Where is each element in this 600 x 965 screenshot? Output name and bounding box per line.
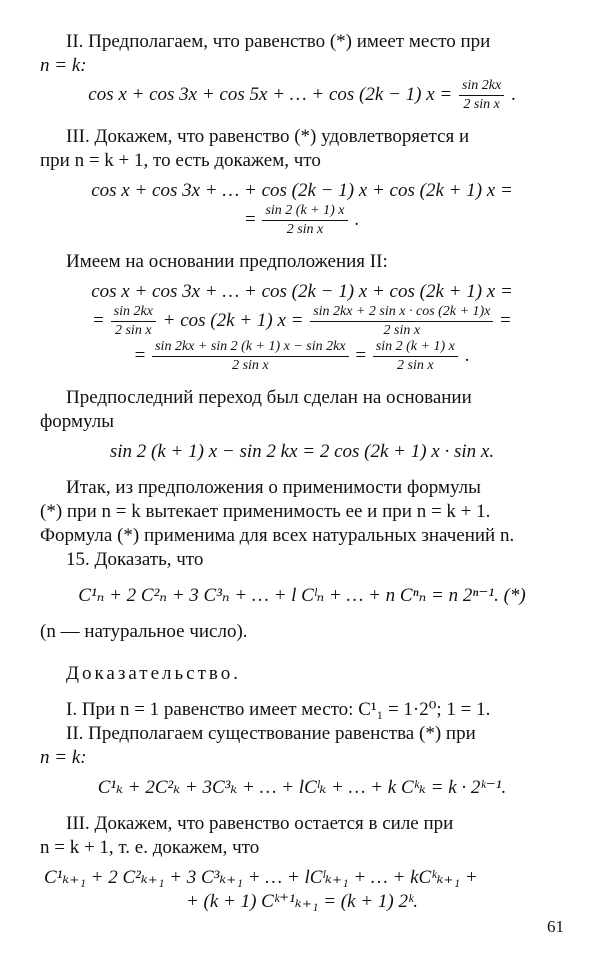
equation-part: = xyxy=(500,309,511,331)
section-heading: Доказательство. xyxy=(66,663,241,684)
fraction-numerator: sin 2kx + 2 sin x · cos (2k + 1)x xyxy=(310,304,493,322)
text-line: n = k: xyxy=(40,55,87,76)
fraction-numerator: sin 2 (k + 1) x xyxy=(373,339,458,357)
fraction xyxy=(262,203,347,238)
fraction-denominator: 2 sin x xyxy=(383,323,421,338)
equation-line xyxy=(40,78,564,113)
text-line: при n = k + 1, то есть докажем, что xyxy=(40,150,321,171)
fraction-numerator: sin 2kx xyxy=(111,304,156,322)
equation-line: sin 2 (k + 1) x − sin 2 kx = 2 cos (2k + 1) x · sin x. xyxy=(109,441,495,462)
fraction xyxy=(310,304,493,339)
equation-line: C¹ₖ₊₁ + 2 C²ₖ₊₁ + 3 C³ₖ₊₁ + … + lCˡₖ₊₁ + … + kCᵏₖ₊₁ + xyxy=(44,867,478,888)
text-line: I. При n = 1 равенство имеет место: C¹₁ = 1·2⁰; 1 = 1. xyxy=(66,699,491,720)
text-line: (n — натуральное число). xyxy=(40,621,248,642)
text-line: Итак, из предположения о применимости формулы xyxy=(66,477,481,498)
equation-part: . xyxy=(354,208,359,230)
equation-part: . xyxy=(464,344,470,366)
text-line: Формула (*) применима для всех натуральных значений n. xyxy=(40,525,515,546)
text-line: III. Докажем, что равенство (*) удовлетворяется и xyxy=(66,126,470,147)
fraction xyxy=(111,304,156,339)
fraction-denominator: 2 sin x xyxy=(232,358,269,373)
equation-part: = xyxy=(244,208,256,230)
fraction xyxy=(459,78,504,113)
fraction-denominator: 2 sin x xyxy=(397,358,434,373)
equation-line xyxy=(40,203,564,238)
text-line: 15. Доказать, что xyxy=(66,549,204,570)
equation-part: = xyxy=(134,344,146,366)
text-line: n = k + 1, т. е. докажем, что xyxy=(40,837,260,858)
text-line: III. Докажем, что равенство остается в силе при xyxy=(66,813,454,834)
equation-part: + cos (2k + 1) x = xyxy=(162,309,304,331)
equation-line: cos x + cos 3x + … + cos (2k − 1) x + cos (2k + 1) x = xyxy=(91,180,513,201)
page-number: 61 xyxy=(547,917,564,936)
fraction-numerator: sin 2kx + sin 2 (k + 1) x − sin 2kx xyxy=(152,339,348,357)
text-line: Предпоследний переход был сделан на основании xyxy=(66,387,472,408)
text-line: Имеем на основании предположения II: xyxy=(66,251,388,272)
text-line: (*) при n = k вытекает применимость ее и при n = k + 1. xyxy=(40,501,491,522)
fraction-numerator: sin 2kx xyxy=(459,78,504,96)
equation-part: cos x + cos 3x + cos 5x + … + cos (2k − 1) x = xyxy=(88,83,453,105)
fraction-numerator: sin 2 (k + 1) x xyxy=(262,203,347,221)
equation-part: . xyxy=(510,83,516,105)
fraction-denominator: 2 sin x xyxy=(114,323,152,338)
equation-line xyxy=(40,339,564,374)
fraction xyxy=(373,339,458,374)
equation-line: cos x + cos 3x + … + cos (2k − 1) x + cos (2k + 1) x = xyxy=(91,281,513,302)
text-line: II. Предполагаем существование равенства (*) при xyxy=(66,723,476,744)
text-line: n = k: xyxy=(40,747,87,768)
fraction-denominator: 2 sin x xyxy=(286,222,324,237)
text-line: II. Предполагаем, что равенство (*) имеет место при xyxy=(66,31,491,52)
equation-part: = xyxy=(355,344,367,366)
equation-line xyxy=(40,304,564,339)
equation-part: = xyxy=(93,309,104,331)
equation-line: C¹ₙ + 2 C²ₙ + 3 C³ₙ + … + l Cˡₙ + … + n Cⁿₙ = n 2ⁿ⁻¹. (*) xyxy=(78,585,526,606)
text-line: формулы xyxy=(40,411,114,432)
equation-line: C¹ₖ + 2C²ₖ + 3C³ₖ + … + lCˡₖ + … + k Cᵏₖ = k · 2ᵏ⁻¹. xyxy=(97,777,507,798)
equation-line: + (k + 1) Cᵏ⁺¹ₖ₊₁ = (k + 1) 2ᵏ. xyxy=(185,891,419,912)
fraction-denominator: 2 sin x xyxy=(463,97,500,112)
fraction xyxy=(152,339,348,374)
